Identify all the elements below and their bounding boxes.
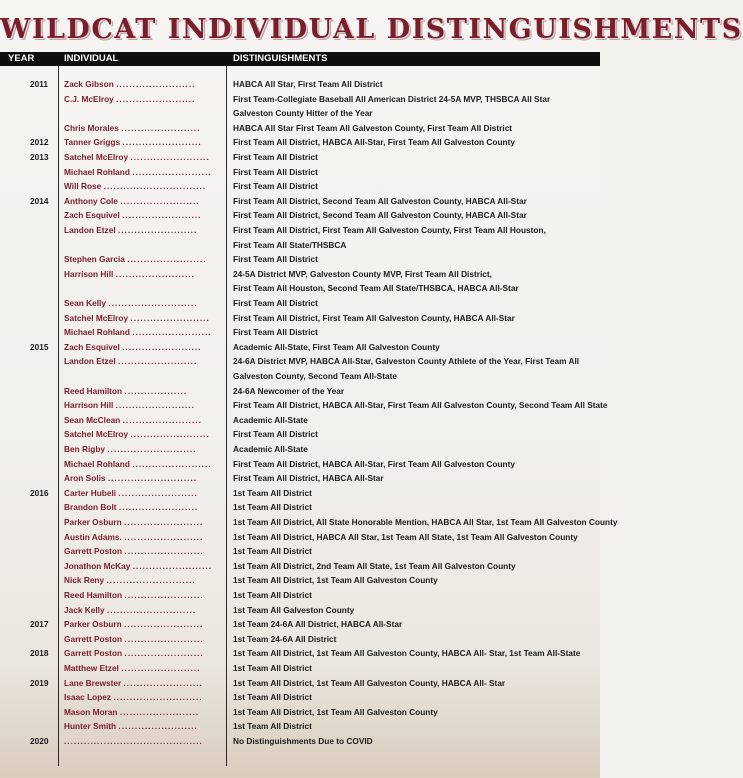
table-row xyxy=(0,617,600,631)
row-individual-name: Nick Reny xyxy=(64,575,105,586)
table-row xyxy=(0,165,600,179)
row-distinguishments: HABCA All Star First Team All Galveston County, First Team All District xyxy=(233,122,513,133)
row-individual xyxy=(64,311,218,325)
row-leader-dots: ........................ xyxy=(115,268,195,279)
row-individual-name: C.J. McElroy xyxy=(64,93,114,104)
row-leader-dots: ........................ xyxy=(132,166,212,177)
row-individual-name: Isaac Lopez xyxy=(64,692,112,703)
table-header xyxy=(0,52,600,66)
row-leader-dots: ........................ xyxy=(132,327,212,338)
row-leader-dots: ........................ xyxy=(116,93,196,104)
row-year: 2013 xyxy=(30,152,49,162)
row-leader-dots: ........................ xyxy=(117,225,198,235)
row-individual xyxy=(64,150,218,164)
row-year: 2020 xyxy=(30,736,49,746)
header-individual: INDIVIDUAL xyxy=(64,53,119,64)
row-individual-name: Brandon Bolt xyxy=(64,502,117,513)
row-leader-dots: ........................ xyxy=(130,429,210,440)
table-row xyxy=(0,690,600,704)
row-individual xyxy=(64,515,218,529)
table-row xyxy=(0,734,600,748)
row-distinguishments: 1st Team All District xyxy=(233,663,312,673)
table-row xyxy=(0,442,600,456)
row-distinguishments: First Team All District xyxy=(233,181,318,192)
row-year: 2011 xyxy=(30,79,48,89)
row-individual-name: Hunter Smith xyxy=(64,721,117,732)
table-row xyxy=(0,340,600,354)
row-distinguishments: First Team All District, Second Team All Galveston County, HABCA All-Star xyxy=(233,195,527,206)
row-individual xyxy=(64,544,218,558)
table-row xyxy=(0,77,600,91)
row-distinguishments: First Team All District xyxy=(233,254,318,265)
row-individual-name: Austin Adams. xyxy=(64,531,122,542)
page-title: WILDCAT INDIVIDUAL DISTINGUISHMENTS xyxy=(0,14,743,45)
table-row xyxy=(0,632,600,646)
row-leader-dots: ........................... xyxy=(107,444,197,454)
row-individual-name: Zach Esquivel xyxy=(64,210,120,221)
header-year: YEAR xyxy=(8,53,35,64)
row-individual-name: Sean Kelly xyxy=(64,298,106,308)
row-leader-dots: ............................... xyxy=(103,181,207,192)
row-individual-name: Garrett Poston xyxy=(64,546,123,557)
table-row xyxy=(0,223,600,237)
row-leader-dots: ................... xyxy=(124,385,188,396)
row-individual xyxy=(64,573,218,587)
row-individual xyxy=(64,530,218,544)
row-year: 2012 xyxy=(30,137,49,148)
row-leader-dots: ........................ xyxy=(122,137,202,148)
table-row xyxy=(0,530,600,544)
table-row xyxy=(0,573,600,587)
row-individual-name: Harrison Hill xyxy=(64,400,114,411)
row-individual-name: Zach Esquivel xyxy=(64,341,120,352)
row-leader-dots: ........................ xyxy=(122,210,202,221)
row-individual-name: Jack Kelly xyxy=(64,604,105,615)
table-row xyxy=(0,208,600,222)
row-individual-name: Parker Osburn xyxy=(64,517,122,527)
row-distinguishments: 1st Team All District xyxy=(233,502,312,513)
row-distinguishments: Academic All-State xyxy=(233,444,308,454)
table-row xyxy=(0,311,600,325)
row-distinguishments: 24-6A Newcomer of the Year xyxy=(233,385,345,396)
row-individual xyxy=(64,734,218,748)
row-individual xyxy=(64,223,218,237)
row-individual xyxy=(64,559,218,573)
table-row xyxy=(0,267,600,281)
row-distinguishments: 1st Team All Galveston County xyxy=(233,604,355,615)
row-distinguishments: 24-5A District MVP, Galveston County MVP, First Team All District, xyxy=(233,268,492,279)
table-row xyxy=(0,676,600,690)
row-leader-dots: ........................ xyxy=(115,400,195,411)
row-leader-dots: .......................................... xyxy=(64,736,203,746)
row-individual-name: Chris Morales xyxy=(64,122,119,133)
table-row xyxy=(0,603,600,617)
row-individual xyxy=(64,340,218,354)
row-distinguishments: First Team All District, HABCA All-Star xyxy=(233,473,384,484)
row-leader-dots: ........................ xyxy=(124,648,204,659)
row-individual-name: Tanner Griggs xyxy=(64,137,121,148)
table-row xyxy=(0,384,600,398)
row-individual-name: Michael Rohland xyxy=(64,458,130,469)
row-leader-dots: ........................ xyxy=(123,517,204,527)
row-individual-name: Garrett Poston xyxy=(64,633,123,644)
row-leader-dots: ........................ xyxy=(118,721,198,732)
row-individual-name: Mason Moran xyxy=(64,706,118,717)
row-individual-name: Michael Rohland xyxy=(64,166,130,177)
row-distinguishments: First Team All District xyxy=(233,327,318,338)
row-distinguishments: 1st Team All District xyxy=(233,546,312,557)
table-row xyxy=(0,544,600,558)
row-distinguishments: First Team All District, First Team All Galveston County, First Team All Houston, xyxy=(233,225,546,235)
row-distinguishments: 1st Team All District, All State Honorable Mention, HABCA All Star, 1st Team All Galveston County xyxy=(233,517,618,527)
row-leader-dots: ........................ xyxy=(121,122,201,133)
row-individual xyxy=(64,646,218,660)
row-leader-dots: ........................ xyxy=(117,356,198,367)
row-individual-name: Will Rose xyxy=(64,181,102,192)
table-row xyxy=(0,500,600,514)
table-row xyxy=(0,471,600,485)
row-distinguishments: Galveston County, Second Team All-State xyxy=(233,371,397,381)
row-leader-dots: ........................ xyxy=(124,590,204,600)
row-individual xyxy=(64,457,218,471)
row-distinguishments: First Team All District, HABCA All-Star, First Team All Galveston County xyxy=(233,458,515,469)
table-row xyxy=(0,354,600,368)
table-row xyxy=(0,646,600,660)
row-distinguishments: 1st Team 24-6A All District xyxy=(233,633,337,644)
row-year: 2015 xyxy=(30,341,49,352)
table-row xyxy=(0,194,600,208)
table-row xyxy=(0,238,600,252)
table-row xyxy=(0,719,600,733)
row-individual-name: Satchel McElroy xyxy=(64,152,129,162)
table-row xyxy=(0,398,608,412)
row-individual xyxy=(64,179,218,193)
row-distinguishments: 1st Team All District, 1st Team All Galveston County, HABCA All- Star xyxy=(233,677,506,688)
table-row xyxy=(0,588,600,602)
row-individual xyxy=(64,471,218,485)
row-distinguishments: 1st Team All District xyxy=(233,692,312,703)
row-leader-dots: ........................ xyxy=(123,677,203,688)
row-individual xyxy=(64,325,218,339)
row-individual-name: Satchel McElroy xyxy=(64,312,129,323)
header-distinguishments: DISTINGUISHMENTS xyxy=(233,53,328,64)
row-year: 2017 xyxy=(30,619,49,630)
row-individual-name: Landon Etzel xyxy=(64,356,116,367)
row-distinguishments: First Team All District, HABCA All-Star, First Team All Galveston County xyxy=(233,137,515,148)
row-distinguishments: 1st Team All District xyxy=(233,487,312,498)
table-row xyxy=(0,281,600,295)
row-individual-name: Parker Osburn xyxy=(64,619,122,630)
row-leader-dots: ........................... xyxy=(106,604,197,615)
row-individual xyxy=(64,486,218,500)
row-distinguishments: 1st Team All District, HABCA All Star, 1st Team All State, 1st Team All Galveston County xyxy=(233,531,578,542)
row-distinguishments: First Team All District, HABCA All-Star, First Team All Galveston County, Second Team All State xyxy=(233,400,608,411)
row-leader-dots: ........................ xyxy=(119,706,200,717)
row-year: 2014 xyxy=(30,195,49,206)
row-individual xyxy=(64,500,218,514)
row-leader-dots: ........................... xyxy=(107,473,198,484)
table-row xyxy=(0,559,600,573)
row-individual xyxy=(64,661,218,675)
row-individual-name: Stephen Garcia xyxy=(64,254,125,265)
row-individual xyxy=(64,208,218,222)
row-individual xyxy=(64,77,218,91)
row-distinguishments: First Team All Houston, Second Team All State/THSBCA, HABCA All-Star xyxy=(233,283,519,294)
row-leader-dots: ........................ xyxy=(122,414,202,425)
row-leader-dots: ........................ xyxy=(124,531,204,542)
row-distinguishments: First Team All District, First Team All Galveston County, HABCA All-Star xyxy=(233,312,515,323)
row-year: 2019 xyxy=(30,677,49,688)
row-individual xyxy=(64,603,218,617)
table-row xyxy=(0,135,600,149)
row-distinguishments: HABCA All Star, First Team All District xyxy=(233,79,383,89)
row-individual-name: Matthew Etzel xyxy=(64,663,119,673)
row-distinguishments: 1st Team All District, 1st Team All Galveston County, HABCA All- Star, 1st Team All-State xyxy=(233,648,581,659)
row-individual-name: Sean McClean xyxy=(64,414,121,425)
row-individual xyxy=(64,632,218,646)
row-individual xyxy=(64,121,218,135)
table-row xyxy=(0,121,600,135)
row-distinguishments: 24-6A District MVP, HABCA All-Star, Galveston County Athlete of the Year, First Team All xyxy=(233,356,580,367)
row-individual xyxy=(64,252,218,266)
row-leader-dots: ........................ xyxy=(116,79,196,89)
row-individual xyxy=(64,267,218,281)
row-individual xyxy=(64,617,218,631)
row-distinguishments: First Team All District xyxy=(233,166,318,177)
row-year: 2018 xyxy=(30,648,49,659)
table-row xyxy=(0,252,600,266)
row-distinguishments: First Team All State/THSBCA xyxy=(233,239,347,250)
table-row xyxy=(0,369,600,383)
row-individual xyxy=(64,354,218,368)
table-row xyxy=(0,457,600,471)
row-individual-name: Landon Etzel xyxy=(64,225,116,235)
row-individual-name: Jonathon McKay xyxy=(64,560,131,571)
row-leader-dots: ........................ xyxy=(118,502,199,513)
row-leader-dots: ........................ xyxy=(121,663,201,673)
row-leader-dots: ........................ xyxy=(118,487,198,498)
row-individual xyxy=(64,427,218,441)
row-leader-dots: ........................ xyxy=(127,254,207,265)
row-year: 2016 xyxy=(30,487,49,498)
table-row xyxy=(0,296,600,310)
row-leader-dots: ........................ xyxy=(123,619,204,630)
row-individual-name: Ben Rigby xyxy=(64,444,106,454)
row-individual xyxy=(64,588,218,602)
row-distinguishments: No Distinguishments Due to COVID xyxy=(233,736,373,746)
row-distinguishments: 1st Team All District, 1st Team All Galveston County xyxy=(233,706,438,717)
table-row xyxy=(0,179,600,193)
row-leader-dots: ........................ xyxy=(130,152,210,162)
row-distinguishments: First Team All District xyxy=(233,152,318,162)
row-individual-name: Zack Gibson xyxy=(64,79,114,89)
row-leader-dots: ........................ xyxy=(132,560,213,571)
row-distinguishments: First Team All District xyxy=(233,429,318,440)
row-individual-name: Reed Hamilton xyxy=(64,385,123,396)
row-individual xyxy=(64,135,218,149)
row-distinguishments: First Team All District xyxy=(233,298,318,308)
row-leader-dots: ........................ xyxy=(122,341,202,352)
row-individual xyxy=(64,92,218,106)
row-distinguishments: Academic All-State xyxy=(233,414,308,425)
row-individual-name: Lane Brewster xyxy=(64,677,122,688)
row-distinguishments: Galveston County Hitter of the Year xyxy=(233,108,373,119)
row-individual-name: Satchel McElroy xyxy=(64,429,129,440)
row-distinguishments: 1st Team All District, 1st Team All Galveston County xyxy=(233,575,438,586)
row-leader-dots: ........................... xyxy=(108,298,198,308)
row-individual-name: Harrison Hill xyxy=(64,268,114,279)
table-row xyxy=(0,515,618,529)
row-individual xyxy=(64,194,218,208)
row-individual-name: Carter Hubeli xyxy=(64,487,117,498)
table-row xyxy=(0,661,600,675)
row-leader-dots: ........................ xyxy=(132,458,212,469)
row-individual xyxy=(64,705,218,719)
row-individual xyxy=(64,384,218,398)
table-row xyxy=(0,150,600,164)
row-individual xyxy=(64,719,218,733)
row-individual xyxy=(64,676,218,690)
row-individual-name: Aron Solis xyxy=(64,473,106,484)
row-distinguishments: 1st Team 24-6A All District, HABCA All-Star xyxy=(233,619,403,630)
table-row xyxy=(0,705,600,719)
table-row xyxy=(0,427,600,441)
row-leader-dots: ........................... xyxy=(106,575,196,586)
row-distinguishments: 1st Team All District, 2nd Team All State, 1st Team All Galveston County xyxy=(233,560,516,571)
row-leader-dots: ........................ xyxy=(130,312,210,323)
row-individual xyxy=(64,296,218,310)
row-individual xyxy=(64,442,218,456)
table-row xyxy=(0,106,600,120)
row-distinguishments: 1st Team All District xyxy=(233,590,312,600)
table-row xyxy=(0,413,600,427)
row-leader-dots: ........................... xyxy=(113,692,203,703)
row-individual xyxy=(64,690,218,704)
table-row xyxy=(0,325,600,339)
row-individual-name: Michael Rohland xyxy=(64,327,130,338)
row-individual-name: Reed Hamilton xyxy=(64,590,123,600)
row-distinguishments: First Team All District, Second Team All Galveston County, HABCA All-Star xyxy=(233,210,527,221)
row-leader-dots: ........................ xyxy=(124,546,204,557)
row-leader-dots: ........................ xyxy=(124,633,204,644)
row-individual xyxy=(64,413,218,427)
row-individual xyxy=(64,398,218,412)
table-row xyxy=(0,486,600,500)
table-row xyxy=(0,92,600,106)
row-individual-name: Garrett Poston xyxy=(64,648,123,659)
row-leader-dots: ........................ xyxy=(120,195,200,206)
row-distinguishments: First Team-Collegiate Baseball All American District 24-5A MVP, THSBCA All Star xyxy=(233,93,551,104)
row-distinguishments: 1st Team All District xyxy=(233,721,312,732)
row-individual xyxy=(64,165,218,179)
row-individual-name: Anthony Cole xyxy=(64,195,118,206)
row-distinguishments: Academic All-State, First Team All Galveston County xyxy=(233,341,440,352)
